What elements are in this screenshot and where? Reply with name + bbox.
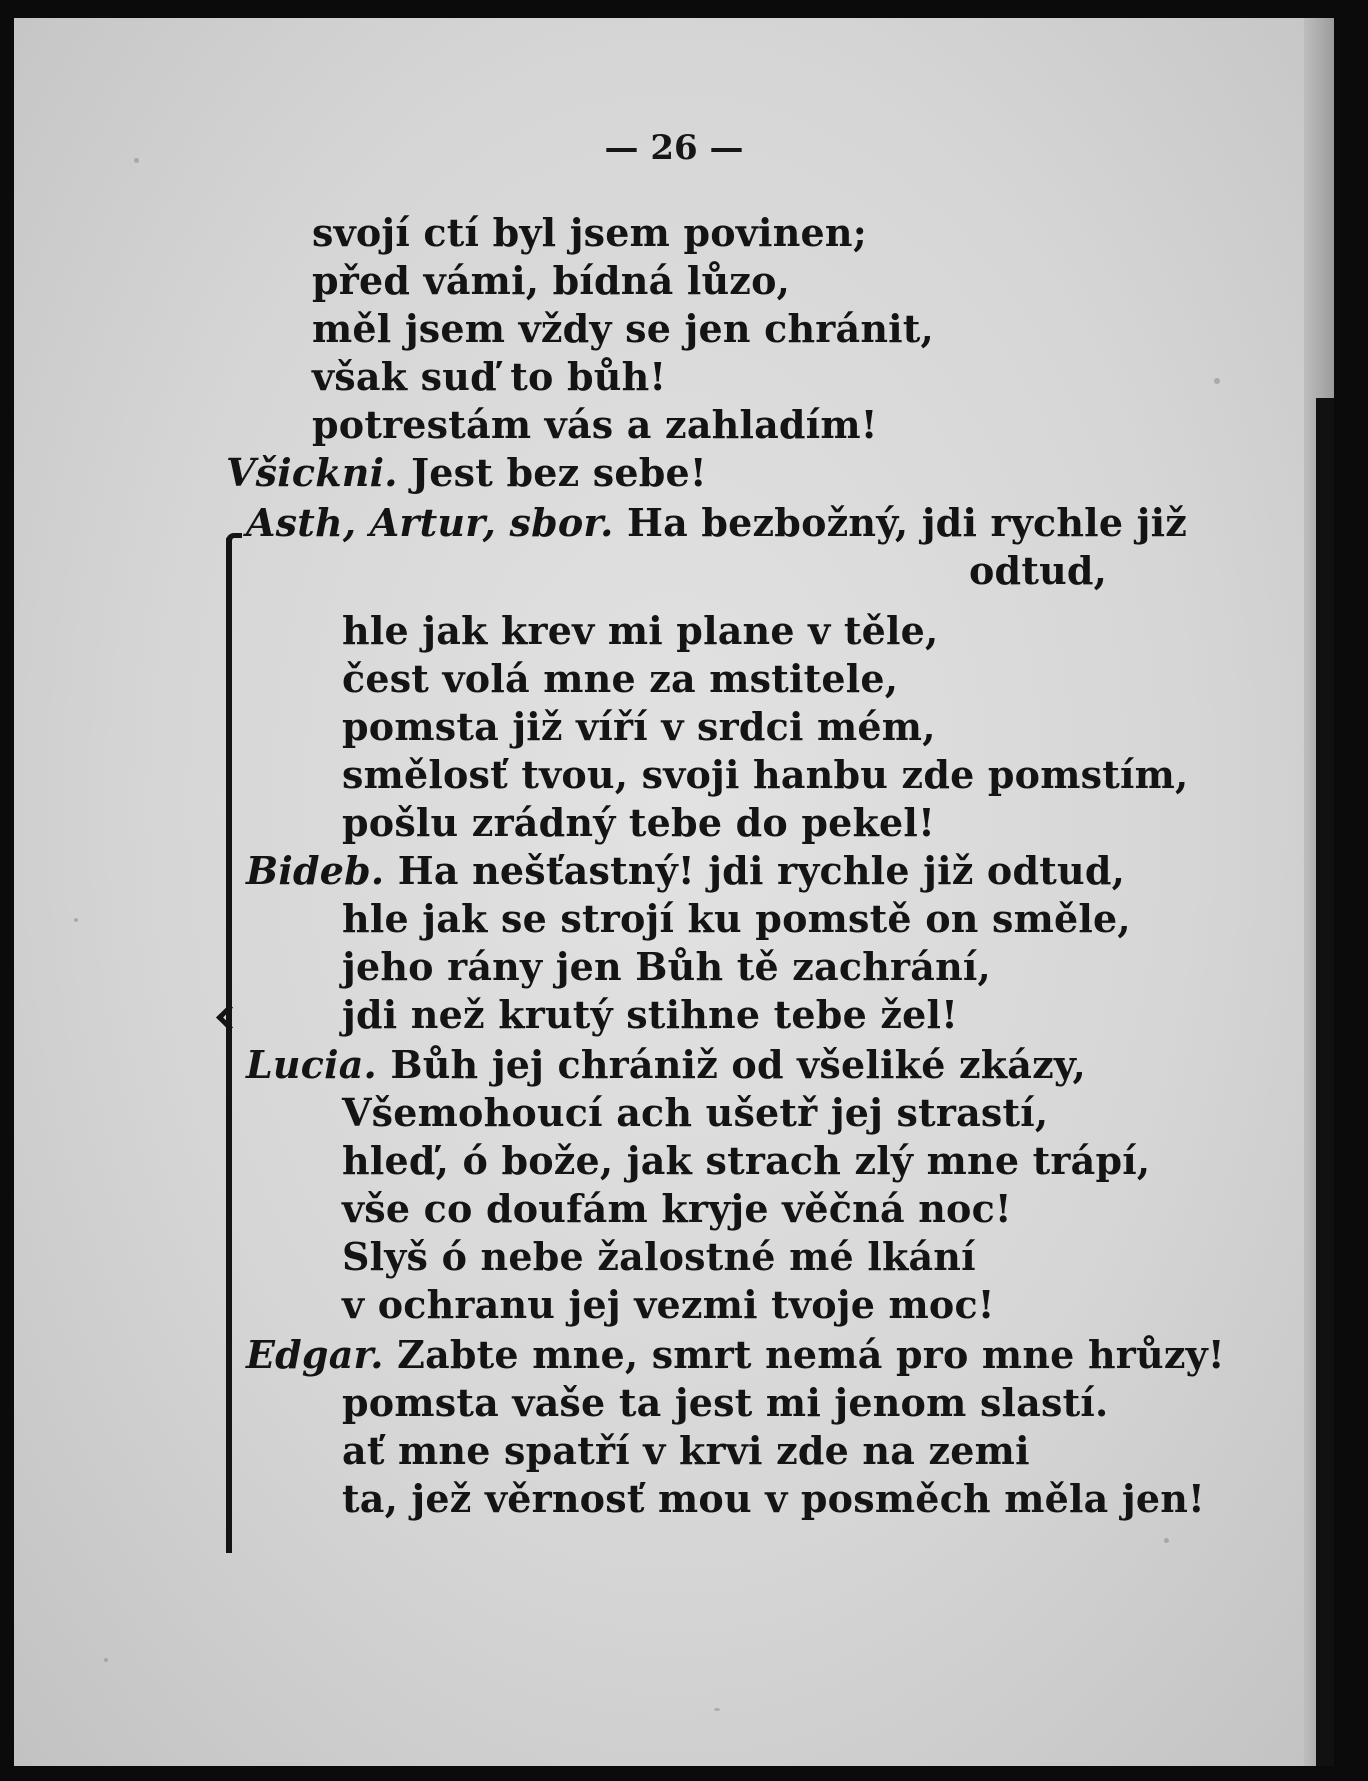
- verse-line: však suď to bůh!: [312, 354, 667, 399]
- verse-line: svojí ctí byl jsem povinen;: [312, 210, 867, 255]
- paper-speck: [74, 918, 78, 922]
- verse-line: jeho rány jen Bůh tě zachrání,: [342, 944, 991, 989]
- page-number: — 26 —: [604, 128, 744, 168]
- speaker-line: Lucia. Bůh jej chrániž od všeliké zkázy,: [246, 1042, 1086, 1087]
- paper-speck: [714, 1708, 720, 1711]
- verse-line: Slyš ó nebe žalostné mé lkání: [342, 1234, 976, 1279]
- speaker-name: Asth, Artur, sbor.: [246, 500, 614, 545]
- speaker-name: Lucia.: [246, 1042, 377, 1087]
- verse-line: ta, jež věrnosť mou v posměch měla jen!: [342, 1476, 1205, 1521]
- speaker-line: Bideb. Ha nešťastný! jdi rychle již odtud,: [246, 848, 1126, 893]
- book-page: [14, 18, 1334, 1766]
- verse-line: vše co doufám kryje věčná noc!: [342, 1186, 1012, 1231]
- verse-line: pošlu zrádný tebe do pekel!: [342, 800, 935, 845]
- paper-speck: [1214, 378, 1220, 384]
- verse-line: Všemohoucí ach ušetř jej strastí,: [342, 1090, 1049, 1135]
- speaker-line: Asth, Artur, sbor. Ha bezbožný, jdi rychle již: [246, 500, 1187, 545]
- speaker-bracket: [226, 538, 242, 1553]
- speaker-name: Všickni.: [226, 450, 398, 495]
- speaker-name: Bideb.: [246, 848, 385, 893]
- verse-line: pomsta již víří v srdci mém,: [342, 704, 936, 749]
- verse-line: potrestám vás a zahladím!: [312, 402, 878, 447]
- verse-line: před vámi, bídná lůzo,: [312, 258, 791, 303]
- verse-line: odtud,: [969, 548, 1108, 593]
- verse-line: hleď, ó bože, jak strach zlý mne trápí,: [342, 1138, 1151, 1183]
- verse-line: hle jak krev mi plane v těle,: [342, 608, 939, 653]
- verse-line: hle jak se strojí ku pomstě on směle,: [342, 896, 1131, 941]
- verse-line: jdi než krutý stihne tebe žel!: [342, 992, 959, 1037]
- verse-line: čest volá mne za mstitele,: [342, 656, 899, 701]
- binding-edge: [1316, 398, 1334, 1766]
- verse-line: ať mne spatří v krvi zde na zemi: [342, 1428, 1030, 1473]
- verse-line: pomsta vaše ta jest mi jenom slastí.: [342, 1380, 1109, 1425]
- verse-line: smělosť tvou, svoji hanbu zde pomstím,: [342, 752, 1189, 797]
- verse-line: v ochranu jej vezmi tvoje moc!: [342, 1282, 995, 1327]
- speaker-line: Všickni. Jest bez sebe!: [226, 450, 707, 495]
- paper-speck: [1164, 1538, 1169, 1543]
- speaker-line: Edgar. Zabte mne, smrt nemá pro mne hrůzy!: [246, 1332, 1225, 1377]
- paper-speck: [104, 1658, 108, 1662]
- speaker-name: Edgar.: [246, 1332, 384, 1377]
- verse-line: měl jsem vždy se jen chránit,: [312, 306, 934, 351]
